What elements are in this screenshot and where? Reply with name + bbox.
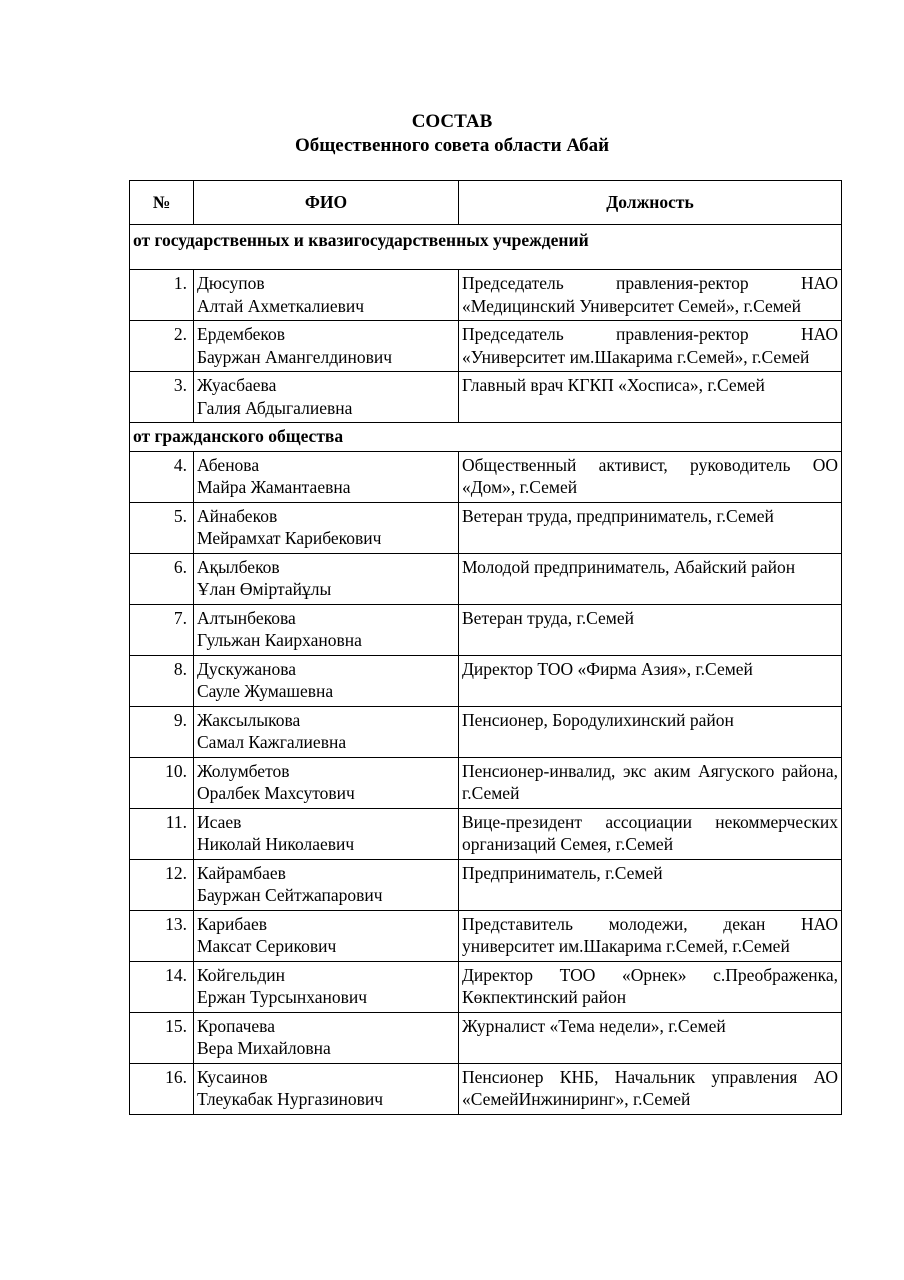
member-surname: Кропачева [197, 1015, 275, 1036]
member-position: Председатель правления-ректор НАО «Медицинский Университет Семей», г.Семей [459, 270, 842, 321]
table-row [130, 757, 842, 808]
member-given-names: Алтай Ахметкалиевич [197, 295, 365, 316]
member-position: Пенсионер КНБ, Начальник управления АО «СемейИнжиниринг», г.Семей [459, 1063, 842, 1114]
member-number: 13. [130, 910, 194, 961]
table-row [130, 706, 842, 757]
member-fullname [194, 706, 459, 757]
member-given-names: Ержан Турсынханович [197, 987, 368, 1007]
table-row [130, 808, 842, 859]
member-fullname [194, 604, 459, 655]
table-row [130, 1063, 842, 1114]
table-row [130, 655, 842, 706]
member-given-names: Вера Михайловна [197, 1038, 331, 1058]
document-subtitle: Общественного совета области Абай [294, 135, 610, 156]
member-given-names: Гульжан Каирхановна [197, 630, 362, 650]
member-fullname [194, 961, 459, 1012]
member-surname: Алтынбекова [197, 607, 296, 628]
member-position: Ветеран труда, г.Семей [459, 604, 842, 655]
council-members-table [129, 180, 842, 1115]
member-position: Вице-президент ассоциации некоммерческих организаций Семея, г.Семей [459, 808, 842, 859]
table-row [130, 321, 842, 372]
table-row [130, 451, 842, 502]
member-surname: Жолумбетов [197, 760, 290, 781]
table-row [130, 502, 842, 553]
member-number: 16. [130, 1063, 194, 1114]
table-row [130, 553, 842, 604]
section-label: от гражданского общества [130, 423, 842, 452]
table-row [130, 1012, 842, 1063]
section-row [130, 225, 842, 270]
member-fullname [194, 451, 459, 502]
member-fullname [194, 910, 459, 961]
member-fullname [194, 1063, 459, 1114]
member-position: Пенсионер, Бородулихинский район [459, 706, 842, 757]
member-given-names: Ұлан Өміртайұлы [197, 579, 332, 599]
member-given-names: Тлеукабак Нургазинович [197, 1089, 384, 1109]
member-surname: Кусаинов [197, 1066, 268, 1087]
member-surname: Карибаев [197, 913, 268, 934]
table-row [130, 910, 842, 961]
member-number: 14. [130, 961, 194, 1012]
member-surname: Жаксылыкова [197, 709, 301, 730]
member-number: 3. [130, 372, 194, 423]
member-number: 5. [130, 502, 194, 553]
member-number: 6. [130, 553, 194, 604]
member-surname: Дюсупов [197, 273, 265, 293]
column-header-number: № [130, 181, 194, 225]
member-position: Председатель правления-ректор НАО «Университет им.Шакарима г.Семей», г.Семей [459, 321, 842, 372]
member-fullname [194, 655, 459, 706]
member-given-names: Бауржан Сейтжапарович [197, 885, 383, 905]
member-given-names: Майра Жамантаевна [197, 477, 351, 497]
member-surname: Исаев [197, 811, 242, 832]
table-body [130, 225, 842, 1115]
member-position: Директор ТОО «Орнек» с.Преображенка, Көкпектинский район [459, 961, 842, 1012]
member-number: 10. [130, 757, 194, 808]
member-surname: Койгельдин [197, 964, 285, 985]
member-number: 4. [130, 451, 194, 502]
member-given-names: Николай Николаевич [197, 834, 355, 854]
member-position: Общественный активист, руководитель ОО «Дом», г.Семей [459, 451, 842, 502]
member-position: Директор ТОО «Фирма Азия», г.Семей [459, 655, 842, 706]
member-given-names: Оралбек Махсутович [197, 783, 355, 803]
table-row [130, 961, 842, 1012]
member-number: 11. [130, 808, 194, 859]
member-position: Молодой предприниматель, Абайский район [459, 553, 842, 604]
member-position: Предприниматель, г.Семей [459, 859, 842, 910]
table-row [130, 270, 842, 321]
member-fullname [194, 553, 459, 604]
member-position: Главный врач КГКП «Хосписа», г.Семей [459, 372, 842, 423]
member-number: 1. [130, 270, 194, 321]
table-row [130, 859, 842, 910]
table-header-row [130, 181, 842, 225]
member-number: 7. [130, 604, 194, 655]
member-given-names: Максат Серикович [197, 936, 337, 956]
member-position: Представитель молодежи, декан НАО университет им.Шакарима г.Семей, г.Семей [459, 910, 842, 961]
member-surname: Кайрамбаев [197, 862, 286, 883]
table-row [130, 604, 842, 655]
section-row [130, 423, 842, 452]
member-given-names: Галия Абдыгалиевна [197, 397, 353, 418]
member-fullname [194, 372, 459, 423]
member-fullname [194, 808, 459, 859]
member-given-names: Мейрамхат Карибекович [197, 528, 382, 548]
member-surname: Ақылбеков [197, 556, 280, 577]
member-fullname [194, 270, 459, 321]
member-surname: Дускужанова [197, 658, 297, 679]
member-given-names: Сауле Жумашевна [197, 681, 334, 701]
section-label: от государственных и квазигосударственных учреждений [130, 225, 842, 270]
member-number: 12. [130, 859, 194, 910]
member-surname: Айнабеков [197, 505, 278, 526]
member-fullname [194, 859, 459, 910]
member-surname: Ердембеков [197, 324, 286, 344]
document-title: СОСТАВ [411, 111, 493, 132]
member-fullname [194, 757, 459, 808]
member-fullname [194, 502, 459, 553]
member-surname: Абенова [197, 454, 260, 475]
column-header-fullname: ФИО [194, 181, 459, 225]
table-row [130, 372, 842, 423]
member-number: 9. [130, 706, 194, 757]
member-position: Пенсионер-инвалид, экс аким Аягуского района, г.Семей [459, 757, 842, 808]
member-fullname [194, 1012, 459, 1063]
member-position: Журналист «Тема недели», г.Семей [459, 1012, 842, 1063]
member-number: 15. [130, 1012, 194, 1063]
member-number: 8. [130, 655, 194, 706]
member-fullname [194, 321, 459, 372]
column-header-position: Должность [459, 181, 842, 225]
member-position: Ветеран труда, предприниматель, г.Семей [459, 502, 842, 553]
member-given-names: Самал Кажгалиевна [197, 732, 347, 752]
member-surname: Жуасбаева [197, 375, 277, 395]
member-given-names: Бауржан Амангелдинович [197, 346, 393, 367]
member-number: 2. [130, 321, 194, 372]
